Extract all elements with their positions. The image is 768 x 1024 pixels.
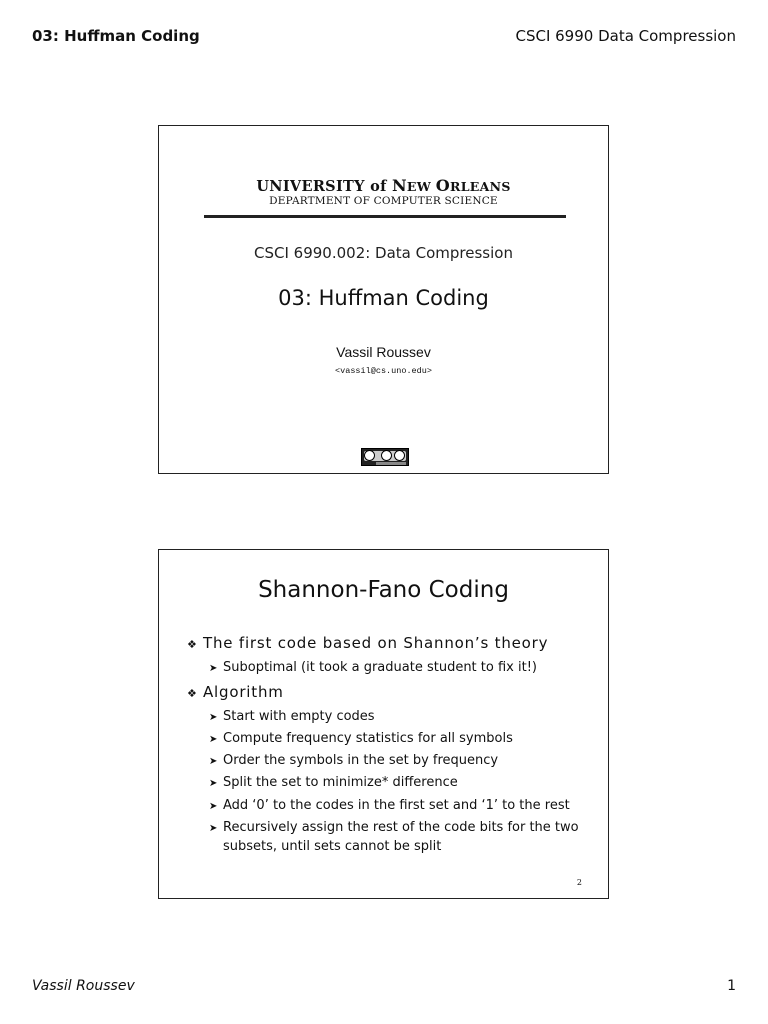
bullet-item — [187, 634, 548, 652]
arrow-bullet-icon: ➤ — [209, 756, 218, 767]
university-name-part: RLEANS — [450, 179, 511, 194]
sub-bullet-item — [209, 819, 579, 856]
page-number: 1 — [727, 978, 736, 994]
sub-bullet-text: Compute frequency statistics for all symbols — [223, 731, 513, 746]
arrow-bullet-icon: ➤ — [209, 778, 218, 789]
university-name-part: EW — [406, 179, 436, 194]
sub-bullet-item — [209, 797, 579, 816]
sub-bullet-item — [209, 752, 579, 771]
arrow-bullet-icon: ➤ — [209, 823, 218, 834]
arrow-bullet-icon: ➤ — [209, 801, 218, 812]
course-title: CSCI 6990.002: Data Compression — [254, 244, 513, 262]
sub-bullet-item — [209, 659, 579, 678]
bullet-text: The first code based on Shannon’s theory — [203, 634, 549, 652]
sub-bullet-continuation: subsets, until sets cannot be split — [223, 839, 442, 854]
sub-bullet-text: Add ‘0’ to the codes in the first set and ‘1’ to the rest — [223, 798, 570, 813]
title-slide — [158, 125, 609, 474]
slide-title: Shannon-Fano Coding — [258, 577, 509, 603]
sub-bullet-text: Split the set to minimize* difference — [223, 775, 458, 790]
diamond-bullet-icon: ❖ — [187, 638, 198, 651]
arrow-bullet-icon: ➤ — [209, 663, 218, 674]
department-name: DEPARTMENT OF COMPUTER SCIENCE — [269, 195, 498, 207]
bullet-text: Algorithm — [203, 683, 284, 701]
content-slide — [158, 549, 609, 899]
arrow-bullet-icon: ➤ — [209, 712, 218, 723]
page-header-title: 03: Huffman Coding — [32, 27, 200, 45]
university-name — [159, 176, 608, 195]
slide-number: 2 — [576, 878, 582, 887]
lecture-title: 03: Huffman Coding — [278, 286, 489, 310]
header-rule — [204, 215, 566, 218]
sub-bullet-text: Recursively assign the rest of the code bits for the two — [223, 820, 579, 835]
sub-bullet-text: Suboptimal (it took a graduate student to fix it!) — [223, 660, 537, 675]
university-name-part: UNIVERSITY of — [256, 178, 392, 195]
university-name-part: N — [391, 176, 407, 195]
bullet-item — [187, 683, 284, 701]
footer-author: Vassil Roussev — [32, 978, 135, 994]
sub-bullet-text: Order the symbols in the set by frequency — [223, 753, 499, 768]
author-email: <vassil@cs.uno.edu> — [335, 366, 432, 376]
sub-bullet-text: Start with empty codes — [223, 709, 375, 724]
university-name-part: O — [435, 176, 450, 195]
author-name: Vassil Roussev — [336, 344, 431, 360]
creative-commons-icon — [361, 448, 409, 466]
arrow-bullet-icon: ➤ — [209, 734, 218, 745]
page-header-course: CSCI 6990 Data Compression — [515, 27, 736, 45]
diamond-bullet-icon: ❖ — [187, 687, 198, 700]
sub-bullet-item — [209, 730, 579, 749]
sub-bullet-item — [209, 708, 579, 727]
sub-bullet-item — [209, 774, 579, 793]
